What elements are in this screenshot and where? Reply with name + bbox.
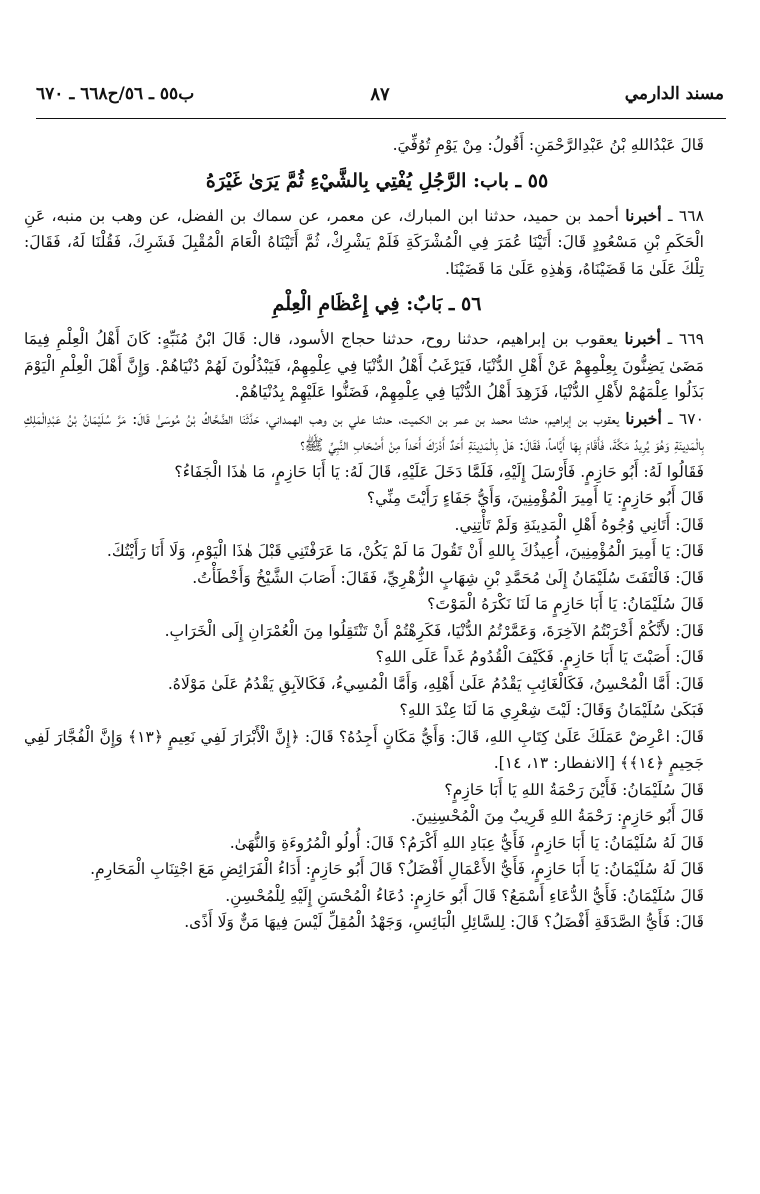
dialogue-line-14: قَالَ لَهُ سُلَيْمَانُ: يَا أَبَا حَازِمٍ، فَأَيُّ عِبَادِ اللهِ أَكْرَمُ؟ قَالَ: أُولُو الْمُرُوءَةِ وَالنُّهَىٰ.	[229, 833, 704, 852]
dialogue-line-17: قَالَ: فَأَيُّ الصَّدَقَةِ أَفْضَلُ؟ قَالَ: لِلسَّائِلِ الْبَائِسِ، وَجَهْدُ الْمُقِلِّ لَيْسَ فِيهَا مَنٌّ وَلَا أَذًى.	[184, 913, 704, 931]
dialogue-line-15: قَالَ لَهُ سُلَيْمَانُ: يَا أَبَا حَازِمٍ، فَأَيُّ الأَعْمَالِ أَفْضَلُ؟ قَالَ أَبُو حَازِمٍ: أَدَاءُ الْفَرَائِضِ مَعَ اجْتِنَابِ الْمَحَارِمِ.	[90, 860, 704, 878]
chapter-hadith-refs: ب٥٥ ـ ٥٦/ح٦٦٨ ـ ٦٧٠	[36, 84, 195, 104]
chapter-55-heading: ٥٥ ـ باب: الرَّجُلِ يُفْتِي بِالشَّيْءِ ثُمَّ يَرَىٰ غَيْرَهُ	[205, 169, 549, 192]
dialogue-line-5: قَالَ: فَالْتَفَتَ سُلَيْمَانُ إِلَىٰ مُحَمَّدِ بْنِ شِهَابٍ الزُّهْرِيِّ، فَقَالَ: أَصَابَ الشَّيْخُ وَأَخْطَأْتُ.	[192, 568, 704, 587]
dialogue-line-9: قَالَ: أَمَّا الْمُحْسِنُ، فَكَالْغَائِبِ يَقْدُمُ عَلَىٰ أَهْلِهِ، وَأَمَّا الْمُسِيءُ، فَكَالآبِقِ يَقْدُمُ عَلَىٰ مَوْلَاهُ.	[167, 674, 704, 693]
dialogue-line-3: قَالَ: أَتَانِي وُجُوهُ أَهْلِ الْمَدِينَةِ وَلَمْ تَأْتِنِي.	[454, 515, 704, 534]
hadith-669-akhbarana: أخبرنا	[624, 329, 661, 348]
dialogue-line-10: فَبَكَىٰ سُلَيْمَانُ وَقَالَ: لَيْتَ شِعْرِي مَا لَنَا عِنْدَ اللهِ؟	[399, 701, 704, 719]
page-header	[36, 84, 724, 114]
hadith-669	[24, 326, 730, 406]
hadith-670-akhbarana: أخبرنا	[625, 408, 662, 428]
dialogue-line-4: قَالَ: يَا أَمِيرَ الْمُؤْمِنِينَ، أُعِيذُكَ بِاللهِ أَنْ تَقُولَ مَا لَمْ يَكُنْ، مَا عَرَفْتَنِي قَبْلَ هٰذَا الْيَوْمِ، وَلَا أَنَا رَأَيْتُكَ.	[106, 542, 704, 560]
dialogue-line-16: قَالَ سُلَيْمَانُ: فَأَيُّ الدُّعَاءِ أَسْمَعُ؟ قَالَ أَبُو حَازِمٍ: دُعَاءُ الْمُحْسَنِ إِلَيْهِ لِلْمُحْسِنِ.	[225, 886, 704, 905]
hadith-668-number: ٦٦٨ ـ	[667, 206, 704, 225]
hadith-670-text: يعقوب بن إبراهيم، حدثنا محمد بن عمر بن الكميت، حدثنا علي بن وهب الهمداني، حَدَّثَنَا الضَّحَّاكُ بْنُ مُوسَىٰ قَالَ: مَرَّ سُلَيْمَانُ بْنُ عَبْدِالْمَلِكِ بِالْمَدِينَةِ وَهُوَ يُرِيدُ مَكَّةَ، فَأَقَامَ بِهَا أَيَّاماً، فَقَالَ: هَلْ بِالْمَدِينَةِ أَحَدٌ أَدْرَكَ أَحَداً مِنْ أَصْحَابِ النَّبِيِّ ﷺ؟	[24, 409, 704, 454]
dialogue-line-11-quran: قَالَ: اعْرِضْ عَمَلَكَ عَلَىٰ كِتَابِ اللهِ، قَالَ: وَأَيُّ مَكَانٍ أَجِدُهُ؟ قَالَ: ﴿إِنَّ الْأَبْرَارَ لَفِي نَعِيمٍ ﴿١٣﴾ وَإِنَّ الْفُجَّارَ لَفِي جَحِيمٍ ﴿١٤﴾﴾ [الانفطار: ١٣، ١٤].	[24, 727, 704, 772]
hadith-669-text: يعقوب بن إبراهيم، حدثنا روح، حدثنا حجاج الأسود، قال: قَالَ ابْنُ مُنَبِّهٍ: كَانَ أَهْلُ الْعِلْمِ فِيمَا مَضَىٰ يَضِنُّونَ بِعِلْمِهِمْ عَنْ أَهْلِ الدُّنْيَا، فَيَرْغَبُ أَهْلُ الدُّنْيَا فِي عِلْمِهِمْ، فَيَبْذُلُونَ لَهُمْ دُنْيَاهُمْ. وَإِنَّ أَهْلَ الْعِلْمِ الْيَوْمَ بَذَلُوا عِلْمَهُمْ لأَهْلِ الدُّنْيَا، فَزَهِدَ أَهْلُ الدُّنْيَا فِي عِلْمِهِمْ، فَضَنُّوا عَلَيْهِمْ بِدُنْيَاهُمْ.	[24, 330, 704, 401]
hadith-669-number: ٦٦٩ ـ	[667, 330, 705, 348]
hadith-668	[24, 203, 730, 283]
dialogue-line-13: قَالَ أَبُو حَازِمٍ: رَحْمَةُ اللهِ قَرِيبٌ مِنَ الْمُحْسِنِينَ.	[410, 807, 704, 825]
chapter-56-heading: ٥٦ ـ بَابٌ: فِي إِعْظَامِ الْعِلْمِ	[272, 293, 482, 315]
dialogue-line-1: فَقَالُوا لَهُ: أَبُو حَازِمٍ. فَأَرْسَلَ إِلَيْهِ، فَلَمَّا دَخَلَ عَلَيْهِ، قَالَ لَهُ: يَا أَبَا حَازِمٍ، مَا هٰذَا الْجَفَاءُ؟	[174, 462, 704, 481]
hadith-668-text: أحمد بن حميد، حدثنا ابن المبارك، عن معمر، عن سماك بن الفضل، عن وهب بن منبه، عَنِ الْحَكَمِ بْنِ مَسْعُودٍ قَالَ: أَتَيْنَا عُمَرَ فِي الْمُشْرَكَةِ فَلَمْ يَشْرِكْ، ثُمَّ أَتَيْنَاهُ الْعَامَ الْمُقْبِلَ فَشَرِكَ، فَقُلْنَا لَهُ، فَقَالَ: تِلْكَ عَلَىٰ مَا قَضَيْنَاهُ، وَهٰذِهِ عَلَىٰ مَا قَضَيْنَا.	[24, 206, 704, 278]
intro-line: قَالَ عَبْدُاللهِ بْنُ عَبْدِالرَّحْمَنِ: أَقُولُ: مِنْ يَوْمِ تُوُفِّيَ.	[392, 136, 704, 154]
page-body	[24, 132, 730, 936]
dialogue-line-6: قَالَ سُلَيْمَانُ: يَا أَبَا حَازِمٍ مَا لَنَا نَكْرَهُ الْمَوْتَ؟	[427, 595, 704, 613]
dialogue-line-8: قَالَ: أَصَبْتَ يَا أَبَا حَازِمٍ. فَكَيْفَ الْقُدُومُ غَداً عَلَى اللهِ؟	[375, 648, 704, 666]
header-rule	[36, 118, 726, 119]
dialogue-line-7: قَالَ: لأَنَّكُمْ أَخْرَبْتُمُ الآخِرَةَ، وَعَمَّرْتُمُ الدُّنْيَا، فَكَرِهْتُمْ أَنْ تَنْتَقِلُوا مِنَ الْعُمْرَانِ إِلَى الْخَرَابِ.	[164, 621, 704, 640]
book-title: مسند الدارمي	[624, 84, 724, 104]
hadith-670	[24, 406, 730, 459]
page-number: ٨٧	[370, 84, 390, 105]
hadith-668-akhbarana: أخبرنا	[625, 205, 662, 225]
hadith-670-number: ٦٧٠ ـ	[668, 409, 704, 428]
dialogue-line-2: قَالَ أَبُو حَازِمٍ: يَا أَمِيرَ الْمُؤْمِنِينَ، وَأَيُّ جَفَاءٍ رَأَيْتَ مِنِّي؟	[366, 489, 704, 507]
dialogue-line-12: قَالَ سُلَيْمَانُ: فَأَيْنَ رَحْمَةُ اللهِ يَا أَبَا حَازِمٍ؟	[444, 780, 704, 799]
